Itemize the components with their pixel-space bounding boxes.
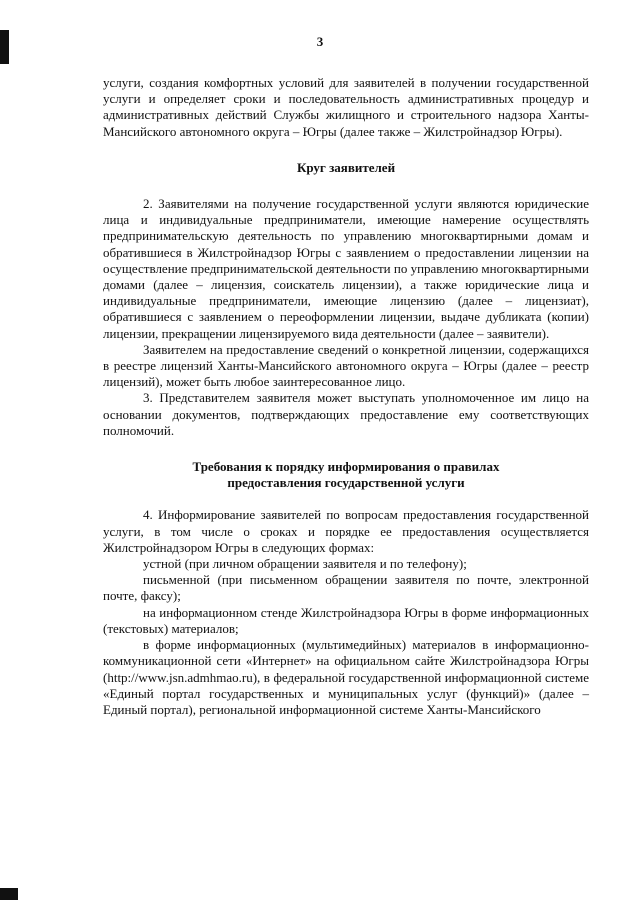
list-item-multimedia: в форме информационных (мультимедийных) материалов в информационно-коммуникационной сети «Интернет» на официальном сайте Жилстройнадзора Югры (http://www.jsn.admhmao.ru), в федеральной государственной информационной системе «Единый портал государственных и муниципальных услуг (функций)» (далее – Единый портал), региональной информационной системе Ханты-Мансийского — [103, 637, 589, 717]
list-item-written: письменной (при письменном обращении заявителя по почте, электронной почте, факсу); — [103, 572, 589, 604]
paragraph-2: 2. Заявителями на получение государственной услуги являются юридические лица и индивидуальные предприниматели, имеющие намерение осуществлять предпринимательскую деятельность по управлению многоквартирными домам и обратившиеся в Жилстройнадзор Югры с заявлением о предоставлении лицензии на осуществление предпринимательской деятельности по управлению многоквартирными домами (далее – лицензия, соискатель лицензии), а также юридические лица и индивидуальные предприниматели, имеющие лицензию (далее – лицензиат), обратившиеся с заявлением о переоформлении лицензии, выдаче дубликата (копии) лицензии, прекращении лицензируемого вида деятельности (далее – заявители). — [103, 196, 589, 341]
paragraph-3: 3. Представителем заявителя может выступать уполномоченное им лицо на основании документов, подтверждающих предоставление ему соответствующих полномочий. — [103, 390, 589, 438]
page-number: 3 — [316, 34, 324, 49]
section-heading-applicants: Круг заявителей — [296, 159, 396, 175]
document-body — [103, 75, 589, 718]
paragraph-4: 4. Информирование заявителей по вопросам предоставления государственной услуги, в том числе о сроках и порядке ее предоставления осуществляется Жилстройнадзором Югры в следующих формах: — [103, 507, 589, 555]
list-item-stand: на информационном стенде Жилстройнадзора Югры в форме информационных (текстовых) материалов; — [103, 604, 589, 636]
binder-mark-bottom — [0, 888, 18, 900]
list-item-oral: устной (при личном обращении заявителя и по телефону); — [143, 556, 467, 572]
section-heading-info-requirements-line1: Требования к порядку информирования о правилах — [192, 459, 500, 475]
paragraph-applicant-info: Заявителем на предоставление сведений о конкретной лицензии, содержащихся в реестре лицензий Ханты-Мансийского автономного округа – Югры (далее – реестр лицензий), может быть любое заинтересованное лицо. — [103, 341, 589, 390]
section-heading-info-requirements-line2: предоставления государственной услуги — [227, 475, 465, 491]
intro-paragraph: услуги, создания комфортных условий для заявителей в получении государственной услуги и определяет сроки и последовательность административных процедур и административных действий Службы жилищного и строительного надзора Ханты-Мансийского автономного округа – Югры (далее также – Жилстройнадзор Югры). — [103, 75, 589, 139]
